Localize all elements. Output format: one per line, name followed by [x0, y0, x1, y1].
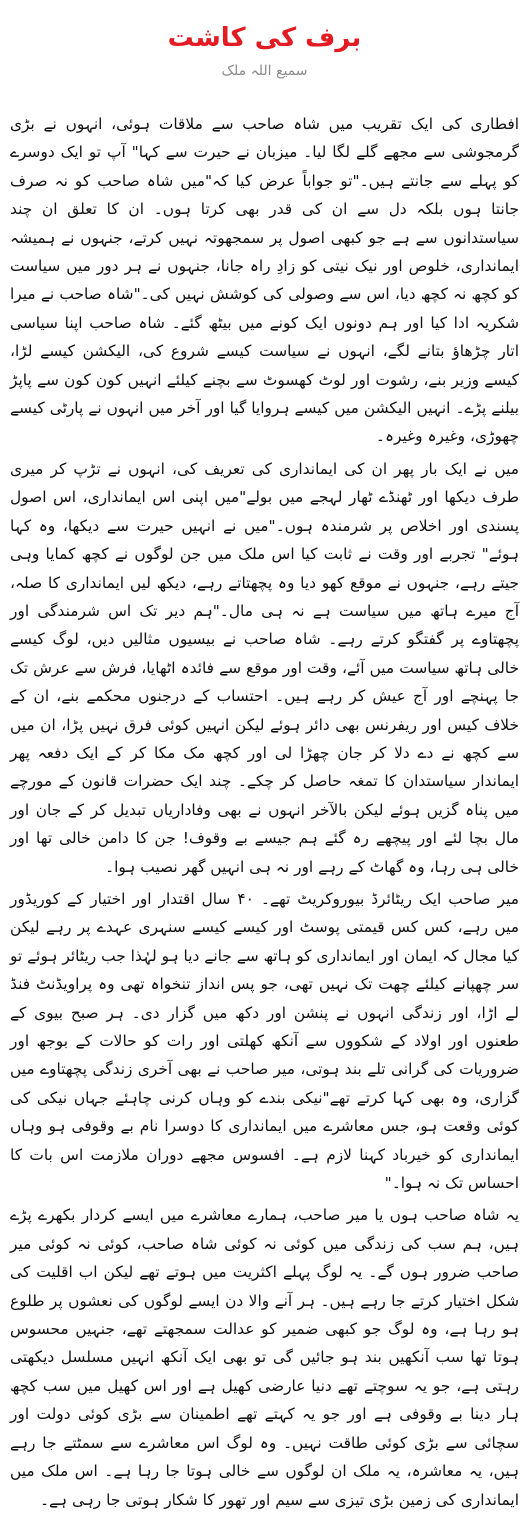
article-paragraph: میر صاحب ایک ریٹائرڈ بیوروکریٹ تھے۔ ۴۰ سال اقتدار اور اختیار کے کوریڈور میں رہے، کس کس قیمتی پوسٹ اور کیسے کیسے سنہری عہدے پر رہے لیکن کیا مجال کہ ایمان اور ایمانداری کو ہاتھ سے جانے دیا ہو لہٰذا جب ریٹائر ہوئے تو سر چھپانے کیلئے چھت تک نہیں تھی، جو پس انداز تنخواہ تھی وہ پراویڈنٹ فنڈ لے اڑا، اور زندگی انہوں نے پنشن اور دکھ میں گزار دی۔ ہر صبح بیوی کے طعنوں اور اولاد کے شکووں سے آنکھ کھلتی اور رات کو حالات کے بوجھ اور ضروریات کی گرانی تلے بند ہوتی، میر صاحب نے بھی آخری زندگی پچھتاوے میں گزاری، وہ بھی کہا کرتے تھے"نیکی بندے کو وہاں کرنی چاہئے جہاں نیکی کی کوئی وقعت ہو، جس معاشرے میں ایمانداری کا دوسرا نام بے وقوفی ہو وہاں ایمانداری کو خیرباد کہنا لازم ہے۔ افسوس مجھے دوران ملازمت اس بات کا احساس تک نہ ہوا۔" [10, 889, 519, 1193]
article-author: سمیع اللہ ملک [221, 63, 308, 79]
article-paragraph: میں نے ایک بار پھر ان کی ایمانداری کی تعریف کی، انہوں نے تڑپ کر میری طرف دیکھا اور ٹھنڈے ٹھار لہجے میں بولے"میں اپنی اس ایمانداری، اس اصول پسندی اور اخلاص پر شرمندہ ہوں۔"میں نے انہیں حیرت سے دیکھا، وہ کہا ہوئے" تجربے اور وقت نے ثابت کیا اس ملک میں جن لوگوں نے کچھ کمایا وہی جیتے رہے، جنہوں نے موقع کھو دیا وہ پچھتاتے رہے، دیکھ لیں ایمانداری کا صلہ، آج میرے ہاتھ میں سیاست ہے نہ ہی مال۔"ہم دیر تک اس شرمندگی اور پچھتاوے پر گفتگو کرتے رہے۔ شاہ صاحب نے بیسیوں مثالیں دیں، لوگ کیسے خالی ہاتھ سیاست میں آئے، وقت اور موقع سے فائدہ اٹھایا، فرش سے عرش تک جا پہنچے اور آج عیش کر رہے ہیں۔ احتساب کے درجنوں محکمے بنے، ان کے خلاف کیس اور ریفرنس بھی دائر ہوئے لیکن انہیں کوئی فرق نہیں پڑا، ان میں سے کچھ نے دے دلا کر جان چھڑا لی اور کچھ مک مکا کر کے ایک دفعہ پھر ایماندار سیاستدان کا تمغہ حاصل کر چکے۔ چند ایک حضرات قانون کے مورچے میں پناہ گزیں ہوئے لیکن بالآخر انہوں نے بھی وفاداریاں تبدیل کر کے جان اور مال بچا لئے اور پیچھے رہ گئے ہم جیسے بے وقوف! جن کا دامن خالی تھا اور خالی ہی رہا، وہ گھاٹ کے رہے اور نہ ہی انہیں گھر نصیب ہوا۔ [10, 459, 519, 876]
article-body [10, 110, 519, 1509]
article-title: برف کی کاشت [167, 23, 362, 53]
article-paragraph: افطاری کی ایک تقریب میں شاہ صاحب سے ملاقات ہوئی، انہوں نے بڑی گرمجوشی سے مجھے گلے لگا لیا۔ میزبان نے حیرت سے کہا" آپ تو ایک دوسرے کو پہلے سے جانتے ہیں۔"تو جواباً عرض کیا کہ"میں شاہ صاحب کو نہ صرف جانتا ہوں بلکہ دل سے ان کی قدر بھی کرتا ہوں۔ ان کا تعلق ان چند سیاستدانوں سے ہے جو کبھی اصول پر سمجھوتہ نہیں کرتے، جنہوں نے ہمیشہ ایمانداری، خلوص اور نیک نیتی کو زادِ راہ جانا، جنہوں نے ہر دور میں سیاست کو کچھ نہ کچھ دیا، اس سے وصولی کی کوشش نہیں کی۔"شاہ صاحب نے میرا شکریہ ادا کیا اور ہم دونوں ایک کونے میں بیٹھ گئے۔ شاہ صاحب اپنا سیاسی اتار چڑھاؤ بتانے لگے، انہوں نے سیاست کیسے شروع کی، الیکشن کیسے لڑا، کیسے وزیر بنے، رشوت اور لوٹ کھسوٹ سے بچنے کیلئے انہیں کون کون سے پاپڑ بیلنے پڑے۔ انہیں الیکشن میں کیسے ہروایا گیا اور آخر میں انہوں نے پارٹی کیسے چھوڑی، وغیرہ وغیرہ۔ [10, 115, 519, 446]
article-paragraph: یہ شاہ صاحب ہوں یا میر صاحب، ہمارے معاشرے میں ایسے کردار بکھرے پڑے ہیں، ہم سب کی زندگی میں کوئی نہ کوئی شاہ صاحب، کوئی نہ کوئی میر صاحب ضرور ہوں گے۔ یہ لوگ پہلے اکثریت میں ہوتے تھے لیکن اب اقلیت کی شکل اختیار کرتے جا رہے ہیں۔ ہر آنے والا دن ایسے لوگوں کی نعشوں پر طلوع ہو رہا ہے، وہ لوگ جو کبھی ضمیر کو عدالت سمجھتے تھے، جنہیں محسوس ہوتا تھا سب آنکھیں بند ہو جائیں گی تو بھی ایک آنکھ انہیں مسلسل دیکھتی رہتی ہے، جو یہ سوچتے تھے دنیا عارضی کھیل ہے اور اس کھیل میں سب کچھ ہار دینا بے وقوفی ہے اور جو یہ کہتے تھے اطمینان سے بڑی کوئی دولت اور سچائی سے بڑی کوئی طاقت نہیں۔ وہ لوگ اس معاشرے سے سمٹتے جا رہے ہیں، یہ معاشرہ، یہ ملک ان لوگوں سے خالی ہوتا جا رہا ہے۔ اس ملک میں ایمانداری کی زمین بڑی تیزی سے سیم اور تھور کا شکار ہوتی جا رہی ہے۔ [10, 1206, 519, 1509]
